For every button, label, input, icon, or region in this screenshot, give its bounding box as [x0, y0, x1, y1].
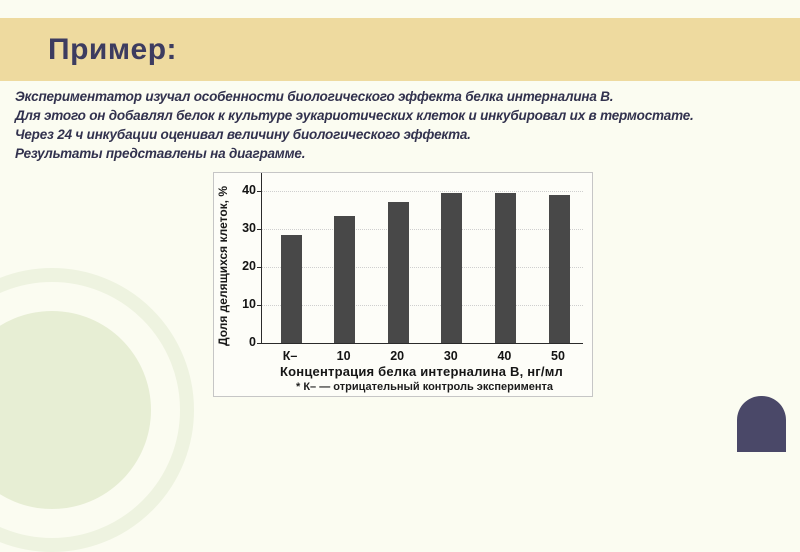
- x-tick-label: К–: [282, 349, 298, 363]
- y-tick-mark: [257, 343, 261, 344]
- bar-50: [549, 195, 570, 343]
- y-tick-label: 10: [242, 297, 256, 311]
- y-axis-title: Доля делящихся клеток, %: [216, 186, 230, 347]
- x-axis-title: Концентрация белка интерналина В, нг/мл: [280, 364, 563, 379]
- body-line: Для этого он добавлял белок к культуре эукариотических клеток и инкубировал их в термостате.: [15, 108, 694, 123]
- slide-title-band: [0, 18, 800, 81]
- body-line: Результаты представлены на диаграмме.: [15, 146, 306, 161]
- y-tick-label: 30: [242, 221, 256, 235]
- x-tick-label: 20: [390, 349, 405, 363]
- x-tick-label: 50: [551, 349, 565, 363]
- chart-plot-area: [261, 173, 583, 344]
- chart-footnote: * К– — отрицательный контроль эксперимента: [296, 381, 554, 393]
- y-tick-mark: [257, 305, 261, 306]
- y-tick-mark: [257, 191, 261, 192]
- bar-30: [441, 193, 462, 343]
- slide-body-paragraph: [15, 87, 785, 163]
- body-line: Экспериментатор изучал особенности биологического эффекта белка интерналина В.: [15, 89, 614, 104]
- bar-20: [388, 202, 409, 343]
- y-tick-label: 0: [249, 335, 256, 349]
- corner-accent-shape: [737, 396, 786, 452]
- x-tick-label: 40: [497, 349, 512, 363]
- y-tick-label: 40: [242, 183, 256, 197]
- slide-title: Пример:: [48, 32, 178, 66]
- gridline: [262, 305, 583, 306]
- gridline: [262, 267, 583, 268]
- x-tick-label: 30: [443, 349, 458, 363]
- body-line: Через 24 ч инкубации оценивал величину биологического эффекта.: [15, 127, 471, 142]
- x-tick-label: 10: [336, 349, 351, 363]
- y-tick-label: 20: [242, 259, 256, 273]
- gridline: [262, 229, 583, 230]
- y-tick-mark: [257, 267, 261, 268]
- y-tick-mark: [257, 229, 261, 230]
- gridline: [262, 191, 583, 192]
- bar-40: [495, 193, 516, 343]
- bar-10: [334, 216, 355, 343]
- bar-К–: [281, 235, 302, 343]
- bar-chart-figure: [213, 172, 593, 397]
